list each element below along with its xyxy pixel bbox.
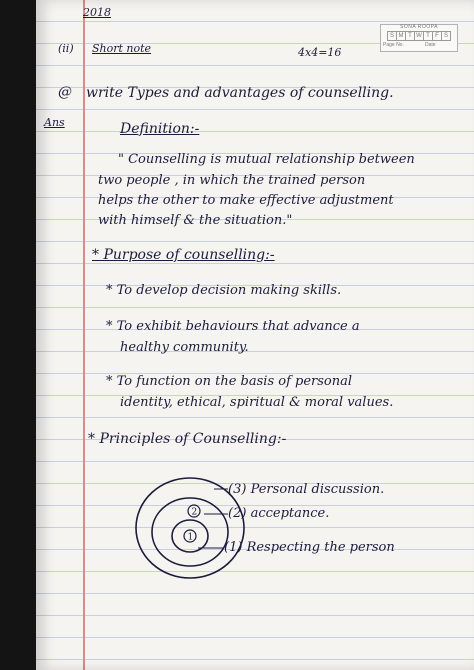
- principle-text: Personal discussion.: [250, 482, 385, 497]
- question-text: write Types and advantages of counselling.: [86, 85, 394, 101]
- date-label: Date: [425, 42, 436, 48]
- weekday-box: T: [423, 31, 433, 41]
- definition-line: " Counselling is mutual relationship between: [118, 152, 415, 167]
- weekday-box: T: [405, 31, 415, 41]
- weekday-box: F: [432, 31, 442, 41]
- purpose-item: * To exhibit behaviours that advance a: [106, 319, 360, 334]
- purpose-item-continued: identity, ethical, spiritual & moral values.: [120, 395, 394, 410]
- purpose-heading: * Purpose of counselling:-: [92, 247, 275, 263]
- definition-heading: Definition:-: [120, 121, 200, 137]
- principle-number: (1): [224, 540, 243, 555]
- principle-text: Respecting the person: [246, 540, 395, 555]
- short-note-label: Short note: [92, 42, 152, 55]
- question-marker: @: [58, 84, 72, 100]
- weekday-box: S: [387, 31, 397, 41]
- principle-number: (2): [228, 506, 247, 521]
- weekday-box: W: [414, 31, 424, 41]
- middle-number: 2: [191, 507, 198, 518]
- label-connectors: [36, 0, 474, 670]
- principles-heading: * Principles of Counselling:-: [88, 431, 287, 447]
- purpose-item: * To develop decision making skills.: [106, 283, 342, 298]
- definition-line: helps the other to make effective adjustment: [98, 193, 394, 208]
- unit-number: (ii): [58, 42, 74, 55]
- definition-line: with himself & the situation.": [98, 213, 293, 228]
- answer-marker: Ans: [44, 116, 65, 129]
- purpose-item-continued: healthy community.: [120, 340, 249, 355]
- year-label: 2018: [83, 6, 111, 19]
- weekday-box: S: [441, 31, 451, 41]
- definition-line: two people , in which the trained person: [98, 173, 366, 188]
- principle-text: acceptance.: [250, 506, 330, 521]
- purpose-item: * To function on the basis of personal: [106, 374, 353, 389]
- marks-label: 4x4=16: [298, 46, 342, 59]
- principle-number: (3): [228, 482, 247, 497]
- center-number: 1: [187, 532, 194, 543]
- notebook-page: [36, 0, 474, 670]
- weekday-box: M: [396, 31, 406, 41]
- brand-name: SONA ROOPA: [400, 24, 438, 30]
- page-number-label: Page No.: [383, 42, 404, 48]
